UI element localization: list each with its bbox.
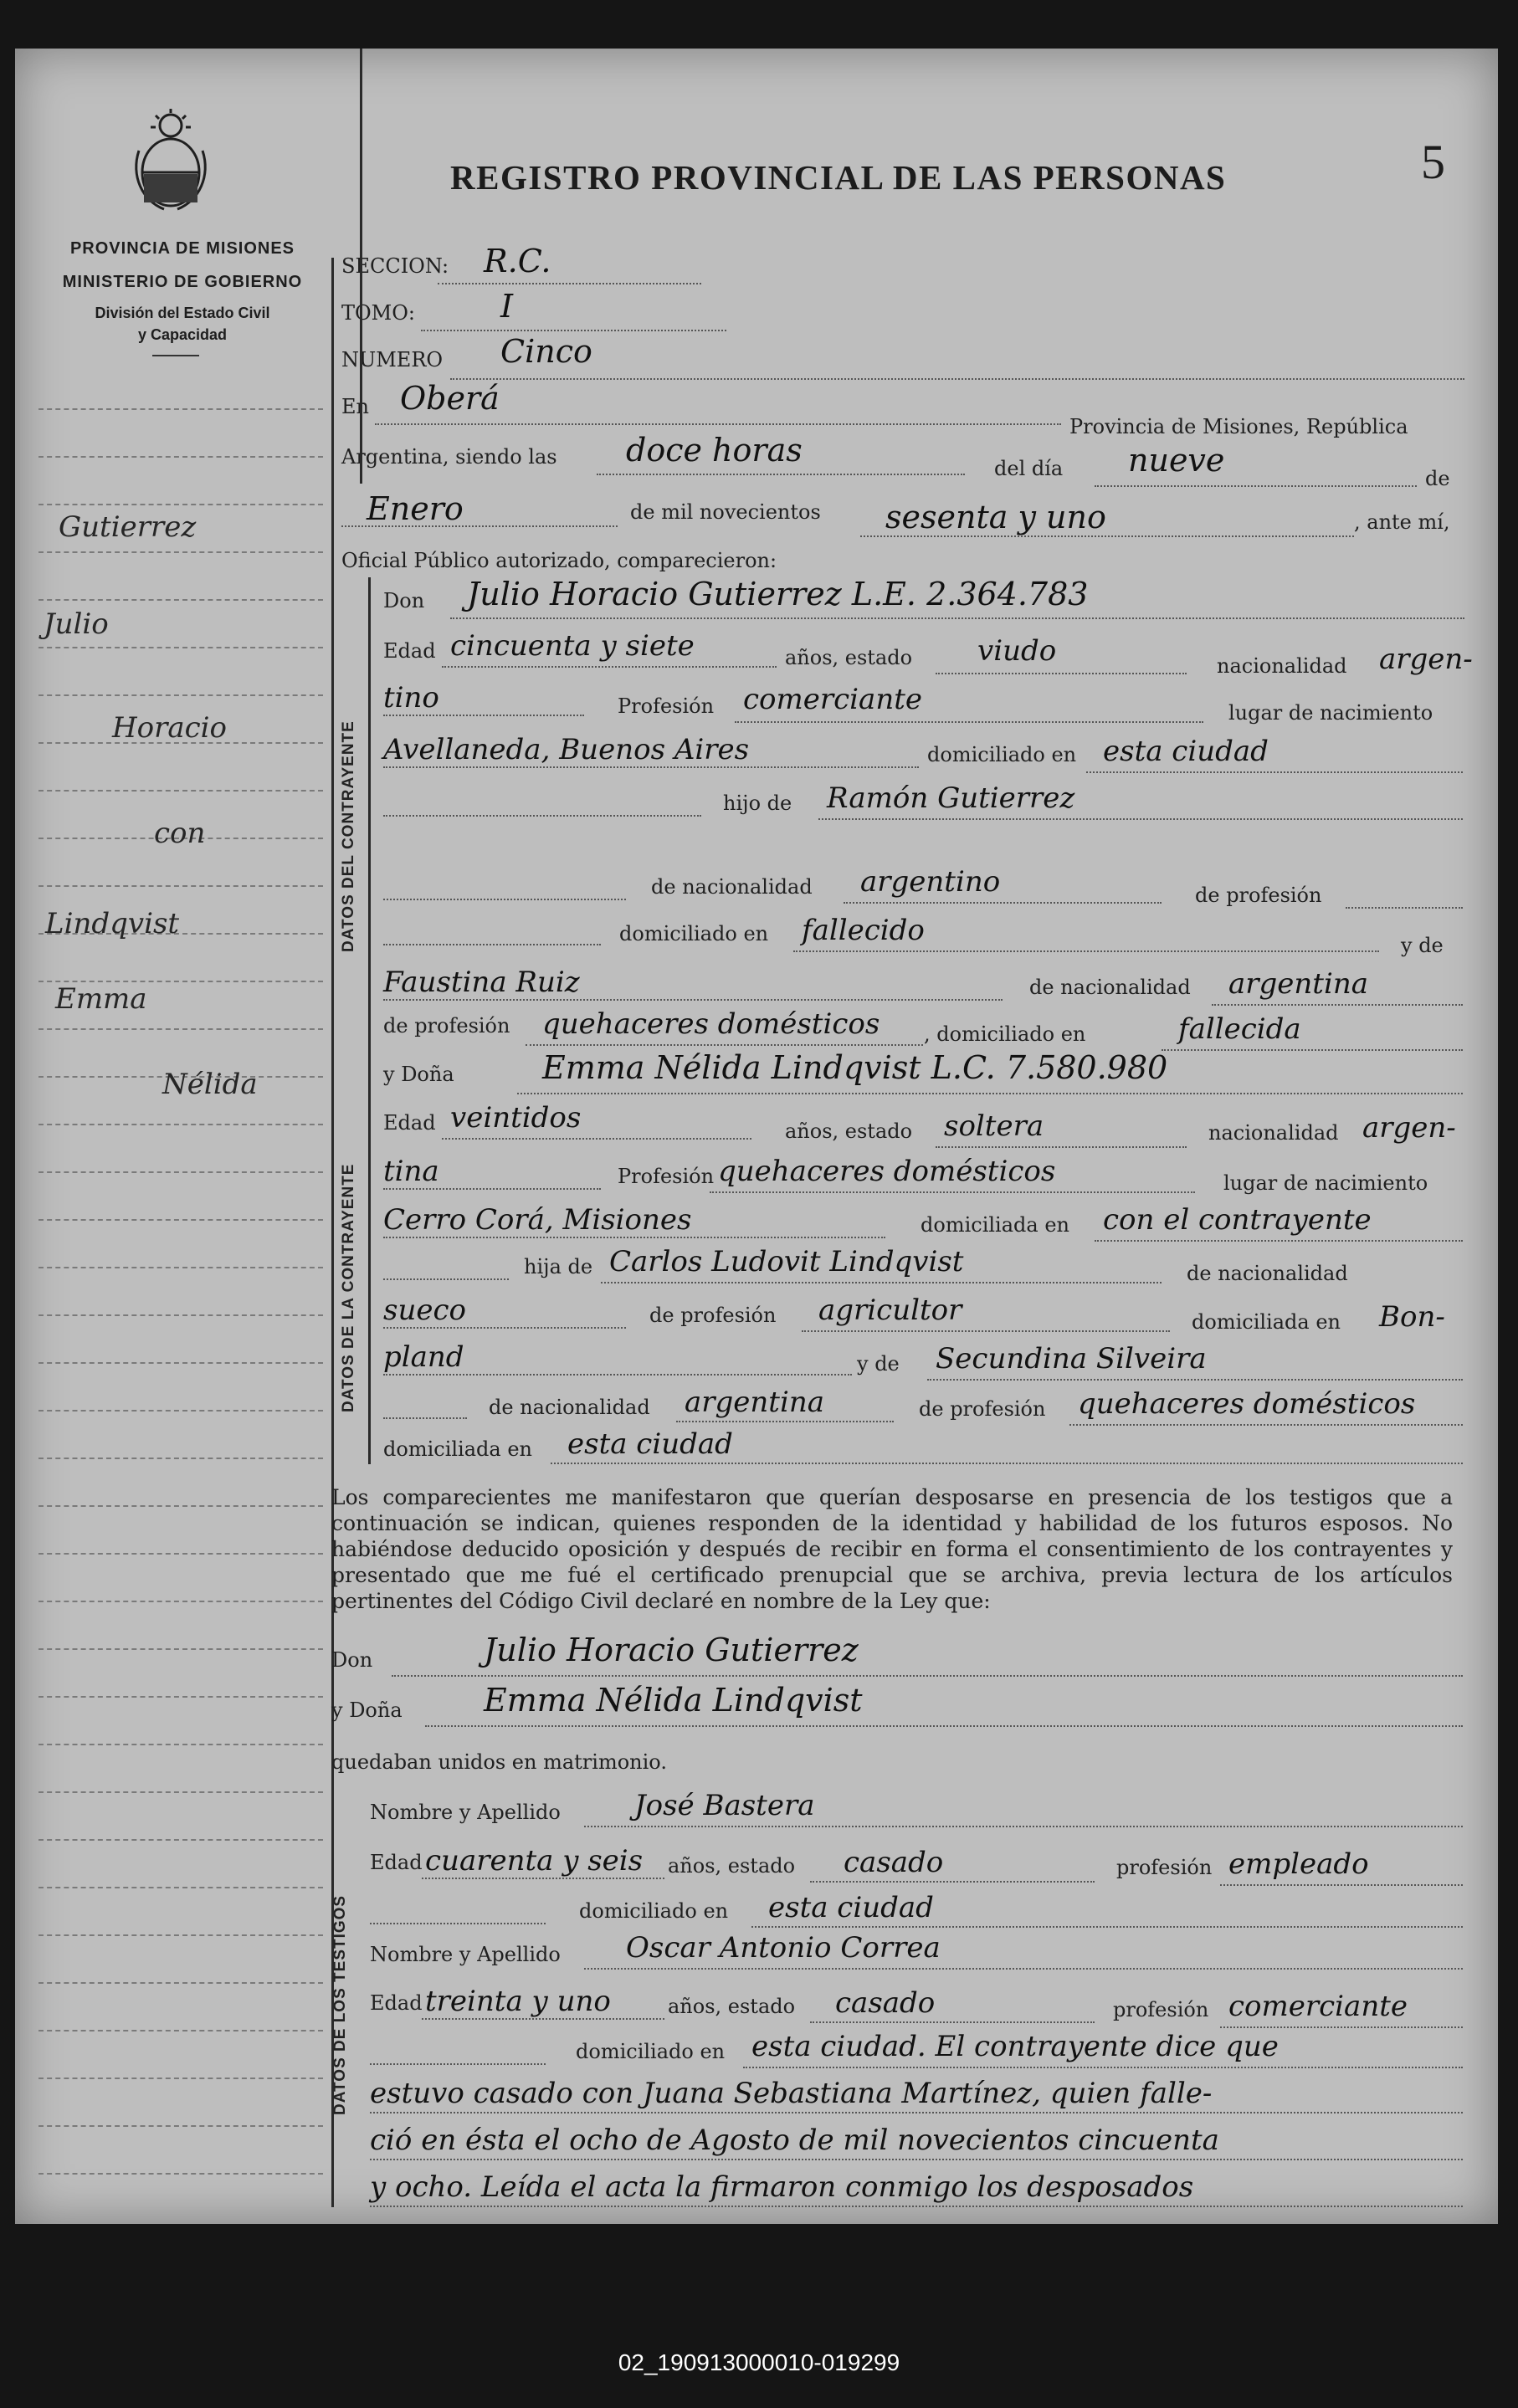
- padre-value: Carlos Ludovit Lindqvist: [609, 1245, 964, 1278]
- fill-line: [810, 2021, 1095, 2023]
- margin-rule: [38, 1791, 323, 1793]
- fill-line: [743, 2067, 1463, 2068]
- hijo-label: hijo de: [723, 792, 792, 815]
- edad-label: Edad: [383, 639, 436, 663]
- edad-label: Edad: [370, 1991, 423, 2015]
- madre-nac-label: de nacionalidad: [1029, 976, 1191, 999]
- lugar-acta-value: Oberá: [400, 380, 500, 417]
- fill-line: [793, 950, 1379, 952]
- madre-dom-label: domiciliada en: [383, 1437, 532, 1461]
- padre-prof-label: de profesión: [649, 1304, 777, 1327]
- don-label: Don: [383, 589, 425, 612]
- numero-value: Cinco: [500, 333, 592, 370]
- contrayente-section-label: DATOS DEL CONTRAYENTE: [340, 720, 357, 952]
- testigo2-domicilio: esta ciudad. El contrayente dice que: [751, 2030, 1279, 2063]
- fill-line: [370, 2063, 546, 2065]
- nombre-label: Nombre y Apellido: [370, 1943, 561, 1966]
- testigo1-name: José Bastera: [634, 1789, 815, 1822]
- testigo2-edad: treinta y uno: [425, 1985, 611, 2018]
- mes-value: Enero: [367, 490, 464, 527]
- margin-rule: [38, 1505, 323, 1507]
- madre-prof-label: de profesión: [383, 1014, 510, 1037]
- estado-label: años, estado: [668, 1854, 796, 1878]
- seccion-label: SECCION:: [341, 254, 449, 278]
- fill-line: [370, 2206, 1463, 2207]
- madre-nac-value: argentina: [1228, 967, 1369, 1001]
- fill-line: [383, 715, 584, 716]
- contrayente-f-name: Emma Nélida Lindqvist L.C. 7.580.980: [542, 1049, 1168, 1086]
- fill-line: [1086, 771, 1463, 773]
- testigo1-profesion: empleado: [1228, 1847, 1369, 1881]
- org-ministry: MINISTERIO DE GOBIERNO: [62, 273, 303, 291]
- dona-value: Emma Nélida Lindqvist: [484, 1682, 863, 1719]
- testigo2-name: Oscar Antonio Correa: [626, 1931, 941, 1965]
- don-value: Julio Horacio Gutierrez: [484, 1632, 859, 1668]
- margin-rule: [38, 1553, 323, 1555]
- fill-line: [392, 1675, 1463, 1677]
- margin-rule: [38, 1839, 323, 1841]
- fill-line: [1220, 2026, 1463, 2028]
- fill-line: [710, 1191, 1195, 1193]
- dona-label: y Doña: [383, 1063, 454, 1086]
- nacionalidad-value-cont: tina: [383, 1155, 439, 1188]
- fill-line: [601, 1282, 1162, 1283]
- padre-nac-value: argentino: [860, 865, 1001, 899]
- coat-of-arms-icon: [131, 109, 211, 213]
- margin-rule: [38, 551, 323, 553]
- fill-line: [1346, 907, 1463, 909]
- margin-rule: [38, 647, 323, 648]
- margin-rule: [38, 504, 323, 505]
- fill-line: [442, 1138, 751, 1140]
- nacionalidad-label: nacionalidad: [1217, 654, 1347, 678]
- madre-prof-label: de profesión: [919, 1397, 1046, 1421]
- fill-line: [526, 1044, 923, 1046]
- org-capacidad: y Capacidad: [137, 326, 228, 343]
- margin-rule: [38, 408, 323, 410]
- numero-label: NUMERO: [341, 348, 444, 371]
- margin-rule: [38, 1410, 323, 1411]
- fill-line: [383, 1237, 885, 1238]
- padre-nac-value: sueco: [383, 1294, 466, 1327]
- margin-rule: [38, 2125, 323, 2127]
- margin-rule: [38, 1887, 323, 1888]
- margin-rule: [38, 599, 323, 601]
- testigo1-estado: casado: [844, 1846, 944, 1879]
- margin-note-surname: Lindqvist: [45, 907, 180, 940]
- fill-line: [383, 766, 919, 768]
- margin-rule: [38, 885, 323, 887]
- edad-value: cincuenta y siete: [450, 629, 695, 663]
- fill-line: [676, 1421, 894, 1422]
- don-label: Don: [331, 1648, 373, 1672]
- fill-line: [927, 1379, 1463, 1381]
- domiciliada-label: domiciliada en: [921, 1213, 1069, 1237]
- margin-note-surname: Gutierrez: [59, 510, 197, 544]
- margin-rule: [38, 1696, 323, 1698]
- margin-rule: [38, 790, 323, 792]
- estado-label: años, estado: [668, 1995, 796, 2018]
- fill-line: [1095, 485, 1417, 487]
- margin-rule: [38, 1982, 323, 1984]
- page-number: 5: [1421, 135, 1445, 189]
- margin-rule: [38, 1314, 323, 1316]
- fill-line: [383, 999, 1003, 1001]
- padre-prof-label: de profesión: [1195, 884, 1322, 907]
- madre-nac-value: argentina: [685, 1386, 825, 1419]
- mil-label: de mil novecientos: [630, 500, 821, 524]
- profesion-label: profesión: [1116, 1856, 1213, 1879]
- madre-value: Faustina Ruiz: [383, 966, 580, 999]
- edad-label: Edad: [370, 1851, 423, 1874]
- argentina-text: Argentina, siendo las: [341, 445, 557, 469]
- profesion-value: comerciante: [743, 683, 922, 716]
- fill-line: [844, 902, 1162, 904]
- de-label: de: [1425, 467, 1450, 490]
- org-division: División del Estado Civil: [95, 305, 270, 321]
- margin-note-name: Emma: [55, 982, 147, 1016]
- fill-line: [383, 815, 701, 817]
- margin-column: [15, 49, 333, 2224]
- org-rule: [152, 355, 199, 356]
- testigo2-estado: casado: [835, 1986, 936, 2020]
- madre-dom-value: fallecida: [1178, 1012, 1301, 1046]
- horas-value: doce horas: [626, 432, 803, 469]
- estado-label: años, estado: [785, 1119, 913, 1143]
- fill-line: [802, 1330, 1170, 1332]
- margin-rule: [38, 2078, 323, 2079]
- padre-dom-value-cont: pland: [383, 1340, 464, 1374]
- fill-line: [551, 1463, 1463, 1464]
- fill-line: [1220, 1884, 1463, 1886]
- profesion-label: profesión: [1113, 1998, 1209, 2021]
- hija-label: hija de: [524, 1255, 593, 1278]
- padre-dom-value: Bon-: [1379, 1300, 1445, 1334]
- padre-dom-value: fallecido: [802, 914, 925, 947]
- dia-value: nueve: [1128, 442, 1225, 479]
- fill-line: [370, 2112, 1463, 2113]
- note-line: estuvo casado con Juana Sebastiana Martínez, quien falle-: [370, 2077, 1213, 2110]
- registry-page: [15, 49, 1498, 2224]
- domiciliada-value: con el contrayente: [1103, 1203, 1372, 1237]
- domiciliado-label: domiciliado en: [927, 743, 1077, 766]
- edad-value: veintidos: [450, 1101, 582, 1135]
- margin-rule: [38, 1458, 323, 1459]
- fill-line: [375, 423, 1061, 425]
- margin-rule: [38, 1267, 323, 1268]
- lugar-label: lugar de nacimiento: [1228, 701, 1433, 725]
- fill-line: [425, 1725, 1463, 1727]
- tomo-value: I: [500, 288, 514, 325]
- note-line: y ocho. Leída el acta la firmaron conmigo los desposados: [370, 2170, 1194, 2204]
- madre-prof-value: quehaceres domésticos: [1078, 1387, 1416, 1421]
- fill-line: [1069, 1424, 1463, 1426]
- estado-value: viudo: [977, 634, 1057, 668]
- tomo-label: TOMO:: [341, 301, 416, 325]
- fill-line: [383, 944, 601, 945]
- margin-rule: [38, 2030, 323, 2031]
- padre-dom-label: domiciliado en: [619, 922, 769, 945]
- edad-label: Edad: [383, 1111, 436, 1135]
- fill-line: [341, 525, 618, 527]
- madre-dom-value: esta ciudad: [567, 1427, 733, 1461]
- fill-line: [810, 1881, 1095, 1883]
- margin-rule: [38, 694, 323, 696]
- fill-line: [936, 1146, 1187, 1148]
- lugar-label: lugar de nacimiento: [1223, 1171, 1428, 1195]
- dia-label: del día: [994, 457, 1064, 480]
- padre-nac-label: de nacionalidad: [1187, 1262, 1348, 1285]
- testigos-section-label: DATOS DE LOS TESTIGOS: [331, 1894, 349, 2115]
- y-de-label: y de: [1401, 934, 1444, 957]
- nacionalidad-value: argen-: [1379, 643, 1473, 676]
- document-title: REGISTRO PROVINCIAL DE LAS PERSONAS: [450, 158, 1227, 197]
- fill-line: [1162, 1049, 1463, 1051]
- margin-rule: [38, 1601, 323, 1602]
- profesion-label: Profesión: [618, 694, 715, 718]
- margin-rule: [38, 2173, 323, 2175]
- estado-value: soltera: [944, 1109, 1044, 1143]
- fill-line: [584, 1826, 1463, 1827]
- fill-line: [1212, 1004, 1463, 1006]
- margin-rule: [38, 1648, 323, 1650]
- margin-note-name: Julio: [44, 607, 109, 641]
- fill-line: [517, 1093, 1463, 1094]
- nacionalidad-value: argen-: [1362, 1111, 1456, 1145]
- image-id-label: 02_190913000010-019299: [618, 2349, 900, 2375]
- unidos-text: quedaban unidos en matrimonio.: [331, 1750, 667, 1774]
- fill-line: [936, 673, 1187, 674]
- seccion-value: R.C.: [484, 243, 551, 279]
- madre-nac-label: de nacionalidad: [489, 1396, 650, 1419]
- domiciliado-value: esta ciudad: [1103, 735, 1269, 768]
- y-de-label: y de: [857, 1352, 900, 1376]
- fill-line: [597, 474, 965, 475]
- declaration-paragraph: Los comparecientes me manifestaron que querían desposarse en presencia de los testigos que a continuación se indican, quienes responden de la identidad y habilidad de los futuros esposos. No habiéndose deducido oposición y después de recibir en forma el consentimiento de los contrayentes y presentado que me fué el certificado prenupcial que se archiva, previa lectura de los artículos pertinentes del Código Civil declaré en nombre de la Ley que:: [331, 1485, 1453, 1613]
- margin-rule: [38, 1934, 323, 1936]
- contrayente-name: Julio Horacio Gutierrez L.E. 2.364.783: [467, 576, 1089, 612]
- domiciliado-label: domiciliado en: [576, 2040, 726, 2063]
- note-line: ció en ésta el ocho de Agosto de mil novecientos cincuenta: [370, 2124, 1219, 2157]
- margin-note-name: Nélida: [162, 1068, 258, 1101]
- nombre-label: Nombre y Apellido: [370, 1801, 561, 1824]
- margin-rule: [38, 1219, 323, 1221]
- fill-line: [818, 818, 1463, 820]
- fill-line: [383, 1417, 467, 1419]
- section-bar: [368, 577, 371, 1071]
- contrayente-f-section-label: DATOS DE LA CONTRAYENTE: [340, 1163, 357, 1412]
- madre-prof-value: quehaceres domésticos: [542, 1007, 880, 1041]
- fill-line: [383, 1278, 509, 1280]
- ante-label: , ante mí,: [1354, 510, 1450, 534]
- fill-line: [438, 283, 701, 284]
- fill-line: [860, 535, 1354, 537]
- dona-label: y Doña: [331, 1698, 403, 1722]
- province-text: Provincia de Misiones, República: [1069, 415, 1408, 438]
- margin-rule: [38, 1124, 323, 1125]
- fill-line: [370, 2159, 1463, 2160]
- lugar-value: Avellaneda, Buenos Aires: [383, 733, 750, 766]
- section-bar: [368, 1071, 371, 1464]
- margin-note-con: con: [154, 817, 206, 850]
- fill-line: [735, 721, 1203, 723]
- fill-line: [584, 1968, 1463, 1970]
- margin-rule: [38, 1362, 323, 1364]
- section-bar: [360, 49, 362, 484]
- fill-line: [1095, 1240, 1463, 1242]
- oficial-text: Oficial Público autorizado, comparecieron:: [341, 549, 777, 572]
- padre-value: Ramón Gutierrez: [827, 781, 1075, 815]
- fill-line: [422, 2018, 664, 2020]
- profesion-label: Profesión: [618, 1165, 715, 1188]
- fill-line: [450, 378, 1464, 380]
- fill-line: [383, 1374, 852, 1376]
- anio-value: sesenta y uno: [885, 499, 1106, 535]
- margin-rule: [38, 1171, 323, 1173]
- padre-prof-value: agricultor: [818, 1294, 962, 1327]
- margin-rule: [38, 456, 323, 458]
- fill-line: [370, 1923, 546, 1924]
- padre-nac-label: de nacionalidad: [651, 875, 813, 899]
- margin-rule: [38, 1028, 323, 1030]
- madre-value: Secundina Silveira: [936, 1342, 1207, 1376]
- fill-line: [442, 666, 777, 668]
- padre-dom-label: domiciliada en: [1192, 1310, 1341, 1334]
- margin-note-name: Horacio: [112, 711, 228, 745]
- testigo1-domicilio: esta ciudad: [768, 1891, 934, 1924]
- fill-line: [751, 1926, 1463, 1928]
- fill-line: [422, 1878, 664, 1879]
- madre-dom-label: , domiciliado en: [924, 1022, 1086, 1046]
- en-label: En: [341, 395, 369, 418]
- lugar-value: Cerro Corá, Misiones: [383, 1203, 692, 1237]
- testigo2-profesion: comerciante: [1228, 1990, 1408, 2023]
- fill-line: [421, 330, 726, 331]
- fill-line: [450, 617, 1464, 619]
- nacionalidad-value-cont: tino: [383, 681, 439, 715]
- fill-line: [383, 899, 626, 900]
- testigo1-edad: cuarenta y seis: [425, 1844, 644, 1878]
- profesion-value: quehaceres domésticos: [718, 1155, 1056, 1188]
- org-province: PROVINCIA DE MISIONES: [69, 239, 295, 258]
- fill-line: [383, 1327, 626, 1329]
- margin-rule: [38, 1744, 323, 1745]
- estado-label: años, estado: [785, 646, 913, 669]
- fill-line: [383, 1188, 601, 1190]
- nacionalidad-label: nacionalidad: [1208, 1121, 1339, 1145]
- domiciliado-label: domiciliado en: [579, 1899, 729, 1923]
